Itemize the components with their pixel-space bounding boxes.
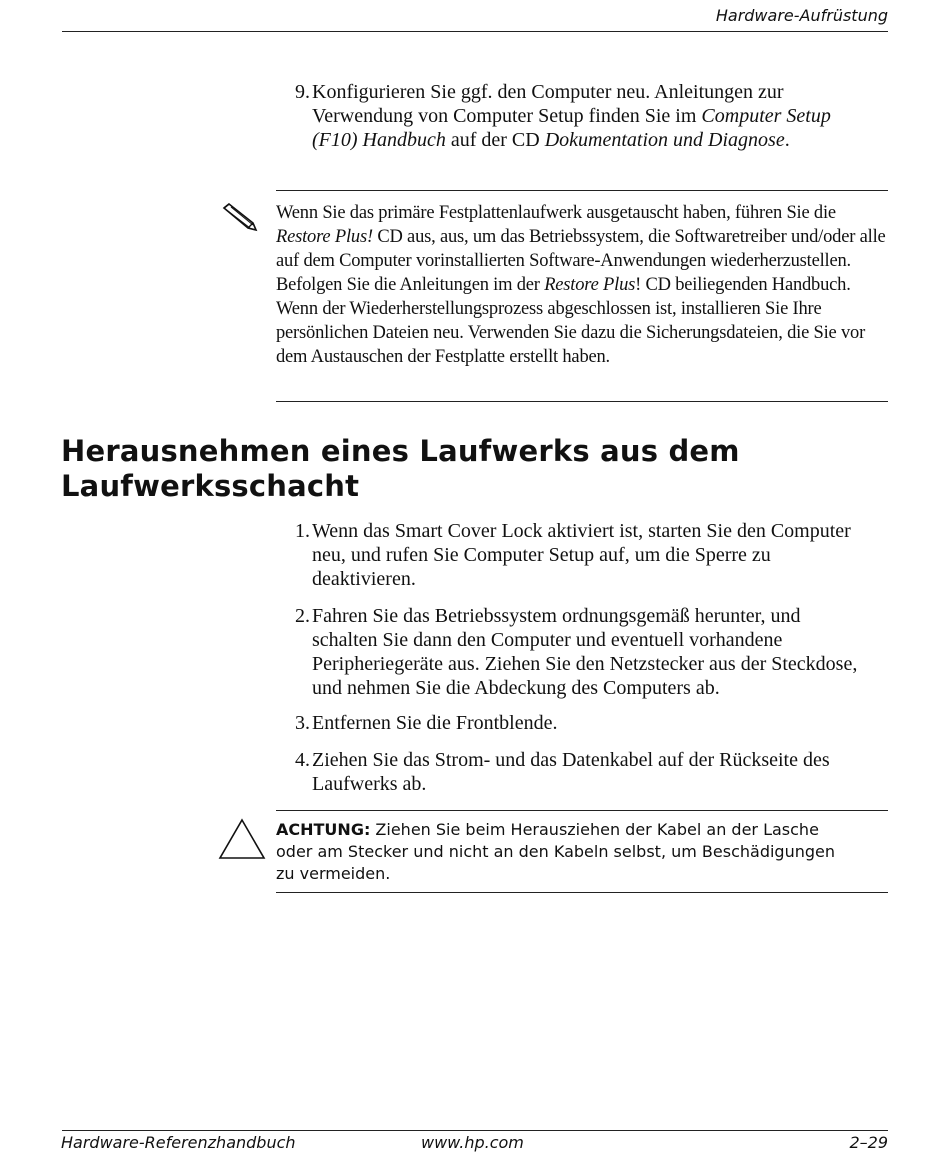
step-9 — [288, 80, 868, 180]
step-1 — [288, 519, 868, 594]
note-text: Wenn Sie das primäre Festplattenlaufwerk ausgetauscht haben, führen Sie die Restore Plus! CD aus, aus, um das Betriebssystem, die Softwaretreiber und/oder alle auf dem Computer vorinstallierten Software-Anwendungen wiederherzustellen. Befolgen Sie die Anleitungen im der Restore Plus! CD beiliegenden Handbuch. Wenn der Wiederherstellungsprozess abgeschlossen ist, installieren Sie Ihre persönlichen Dateien neu. Verwenden Sie dazu die Sicherungsdateien, die Sie vor dem Austauschen der Festplatte erstellt haben. — [276, 203, 886, 367]
footer-book-title: Hardware-Referenzhandbuch — [61, 1133, 296, 1152]
step-number: 3. — [295, 712, 310, 734]
step-text: Fahren Sie das Betriebssystem ordnungsgemäß herunter, und schalten Sie dann den Computer und eventuell vorhandene Peripheriegeräte aus. Ziehen Sie den Netzstecker aus der Steckdose, und nehmen Sie die Abdeckung des Computers ab. — [312, 605, 858, 699]
step-text: Konfigurieren Sie ggf. den Computer neu. Anleitungen zur Verwendung von Computer Setup finden Sie im Computer Setup (F10) Handbuch auf der CD Dokumentation und Diagnose. — [312, 81, 831, 151]
heading-line-2: Laufwerksschacht — [61, 469, 360, 503]
step-text: Entfernen Sie die Frontblende. — [312, 712, 558, 734]
step-number: 9. — [295, 81, 310, 103]
caution-text: ACHTUNG: Ziehen Sie beim Herausziehen der Kabel an der Lasche oder am Stecker und nicht an den Kabeln selbst, um Beschädigungen zu vermeiden. — [276, 820, 836, 883]
caution-top-rule — [276, 810, 888, 811]
note-top-rule — [276, 190, 888, 191]
step-text: Wenn das Smart Cover Lock aktiviert ist, starten Sie den Computer neu, und rufen Sie Computer Setup auf, um die Sperre zu deaktivieren. — [312, 520, 851, 590]
footer-website: www.hp.com — [421, 1133, 524, 1152]
pencil-note-icon — [220, 202, 260, 234]
footer-rule — [62, 1130, 888, 1131]
step-4 — [288, 748, 868, 798]
running-header: Hardware-Aufrüstung — [715, 6, 888, 25]
warning-triangle-icon — [218, 818, 266, 860]
header-rule — [62, 31, 888, 32]
step-text: Ziehen Sie das Strom- und das Datenkabel auf der Rückseite des Laufwerks ab. — [312, 749, 830, 795]
step-2 — [288, 604, 868, 704]
step-number: 2. — [295, 605, 310, 627]
footer-page-number: 2–29 — [849, 1133, 888, 1152]
caution-label: ACHTUNG: — [276, 820, 371, 839]
step-number: 4. — [295, 749, 310, 771]
heading-line-1: Herausnehmen eines Laufwerks aus dem — [61, 434, 740, 468]
caution-bottom-rule — [276, 892, 888, 893]
note-bottom-rule — [276, 401, 888, 402]
section-heading — [61, 434, 891, 504]
step-3 — [288, 711, 868, 737]
step-number: 1. — [295, 520, 310, 542]
